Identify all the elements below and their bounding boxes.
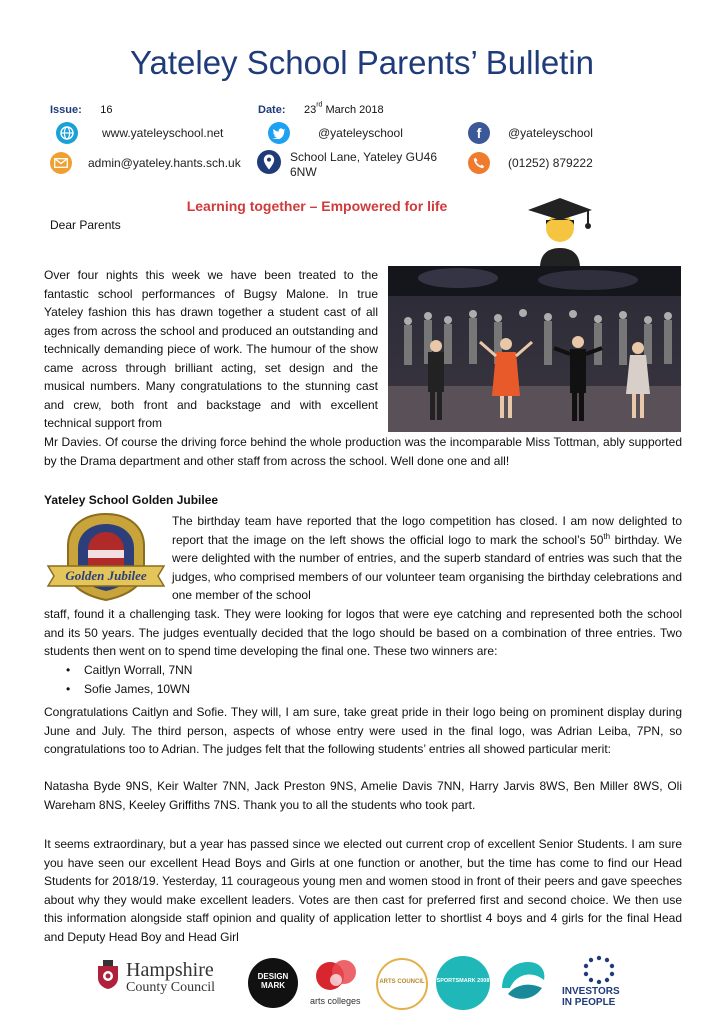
investors-line-1: INVESTORS <box>562 986 620 997</box>
issue-value: 16 <box>100 104 113 116</box>
merit-paragraph: Natasha Byde 9NS, Keir Walter 7NN, Jack Preston 9NS, Amelie Davis 7NN, Harry Jarvis 8WS, Ben Miller 8WS, Oli Wareham 8NS, Keeley Griffiths 7NS. Thank you to all the students who took part. <box>44 779 682 812</box>
design-mark-logo <box>248 958 298 1008</box>
graduate-icon <box>524 194 596 268</box>
bugsy-malone-photo <box>388 266 681 432</box>
email-icon <box>50 152 72 174</box>
arts-colleges-icon <box>314 958 360 992</box>
arts-council-text: ARTS COUNCIL <box>379 979 425 985</box>
date-rest: March 2018 <box>322 104 384 116</box>
date-row <box>258 100 384 118</box>
hampshire-line-2: County Council <box>126 980 216 995</box>
jubilee-paragraph-wrap <box>172 512 682 605</box>
email-link[interactable]: admin@yateley.hants.sch.uk <box>88 156 241 170</box>
location-pin-icon <box>257 150 281 174</box>
sportsmark-logo <box>436 956 490 1010</box>
address-line-2: 6NW <box>290 165 317 179</box>
date-day: 23 <box>303 104 317 116</box>
globe-icon <box>56 122 78 144</box>
hampshire-crest-icon <box>96 960 120 990</box>
design-mark-line-2: MARK <box>261 981 285 990</box>
golden-jubilee-logo <box>44 510 168 602</box>
hampshire-logo <box>126 960 215 996</box>
investors-carer-icon <box>498 958 548 1004</box>
logo-banner-text: Golden Jubilee <box>65 568 147 583</box>
website-link[interactable]: www.yateleyschool.net <box>102 126 224 140</box>
arts-council-logo <box>376 958 428 1010</box>
facebook-handle[interactable]: @yateleyschool <box>508 126 593 140</box>
school-address <box>290 150 437 180</box>
list-item: • Sofie James, 10WN <box>44 680 644 699</box>
school-tagline: Learning together – Empowered for life <box>186 198 448 214</box>
hampshire-line-1: Hampshire <box>126 959 214 981</box>
address-line-1: School Lane, Yateley GU46 <box>290 150 437 164</box>
list-item: • Caitlyn Worrall, 7NN <box>44 661 644 680</box>
jubilee-text-a: The birthday team have reported that the logo competition has closed. I am now delighted to report that the image on the left shows the official logo to mark the school’s 50 <box>172 514 682 547</box>
congrats-paragraph: Congratulations Caitlyn and Sofie. They will, I am sure, take great pride in their logo being on prominent display during June and July. The third person, aspects of whose entry were used in the final logo, was Adrian Leiba, 7PN, so congratulations too to Adrian. The judges felt that the following students’ entries all showed particular merit: <box>44 705 682 756</box>
jubilee-heading: Yateley School Golden Jubilee <box>44 493 219 507</box>
date-suffix: rd <box>316 101 323 109</box>
date-label: Date: <box>258 104 286 116</box>
bugsy-paragraph-full: Mr Davies. Of course the driving force behind the whole production was the incomparable Miss Tottman, ably supported by the Drama department and other staff from across the school. Well done one and all! <box>44 435 682 468</box>
winners-list <box>44 661 644 698</box>
phone-icon <box>468 152 490 174</box>
twitter-icon <box>268 122 290 144</box>
arts-colleges-text: arts colleges <box>310 996 361 1006</box>
issue-row <box>50 100 113 118</box>
bulletin-title: Yateley School Parents’ Bulletin <box>129 44 595 81</box>
greeting: Dear Parents <box>50 218 121 232</box>
issue-label: Issue: <box>50 104 82 116</box>
design-mark-line-1: DESIGN <box>257 972 289 981</box>
investors-line-2: IN PEOPLE <box>562 997 616 1008</box>
investors-in-people-icon <box>574 954 624 984</box>
bugsy-paragraph-wrap: Over four nights this week we have been treated to the fantastic school performances of Bugsy Malone. In true Yateley fashion this has drawn together a student cast of all ages from across the school and produced an outstanding and technically demanding piece of work. The humour of the show came across through brilliant acting, set design and the musical numbers. Many congratulations to the stunning cast and crew, both front and backstage and with excellent technical support from <box>44 268 378 430</box>
jubilee-paragraph-full: staff, found it a challenging task. They were looking for logos that were eye catching and represented both the school and its 50 years. The judges eventually decided that the logo should be based on a combination of three entries. Two students then went on to spend time developing the final one. These two winners are: <box>44 607 682 658</box>
jubilee-text-b: birthday. We were delighted with the number of entries, and the superb standard of entries was such that the judges, who comprised members of our volunteer team organising the birthday celebrations and one member of the school <box>172 532 682 602</box>
phone-number[interactable]: (01252) 879222 <box>508 156 593 170</box>
twitter-handle[interactable]: @yateleyschool <box>318 126 403 140</box>
facebook-icon: f <box>468 122 490 144</box>
senior-students-paragraph: It seems extraordinary, but a year has passed since we elected out current crop of excellent Senior Students. I am sure you have seen our excellent Head Boys and Girls at one function or another, but the time has come to find our Head Students for 2018/19. Yesterday, 11 courageous young men and women stood in front of their peers and gave speeches about why they would make excellent leaders. Votes are then cast for preferred first and second choice. We then use this information alongside staff opinion and quality of application letter to shortlist 4 boys and 4 girls for the final Head and Deputy Head Boy and Head Girl <box>44 837 682 944</box>
jubilee-sup: th <box>603 531 611 541</box>
sportsmark-text: SPORTSMARK 2008 <box>436 978 490 984</box>
investors-in-people-text <box>562 986 620 1008</box>
